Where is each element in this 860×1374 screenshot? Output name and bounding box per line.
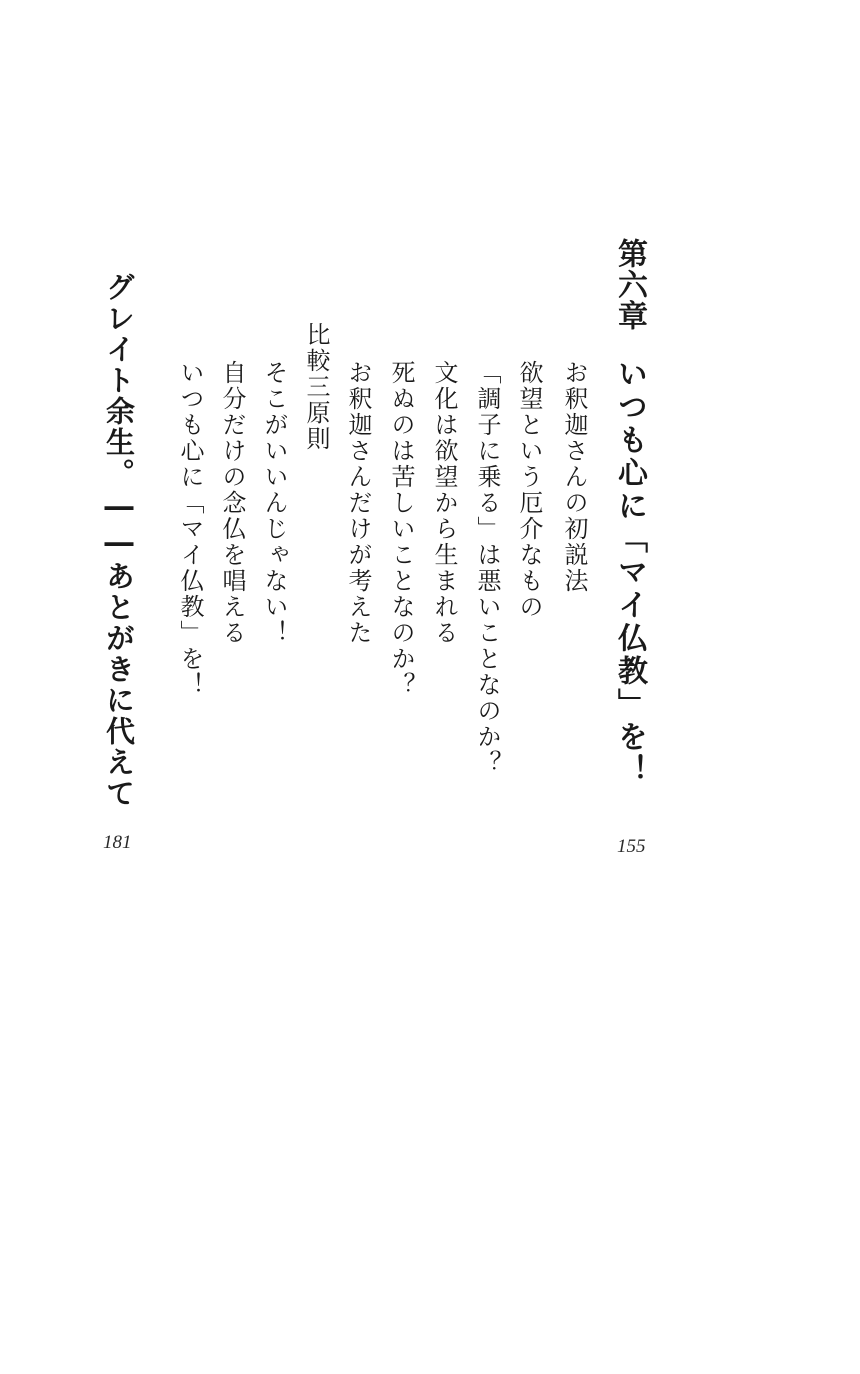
section-title: お釈迦さんだけが考えた xyxy=(344,360,372,646)
section-title: いつも心に「マイ仏教」を！ xyxy=(176,360,204,698)
section-title: お釈迦さんの初説法 xyxy=(560,360,588,594)
section-title: 「調子に乗る」は悪いことなのか？ xyxy=(473,360,501,776)
chapter-page-number: 155 xyxy=(617,836,646,857)
section-title: 自分だけの念仏を唱える xyxy=(218,360,246,646)
section-title: 死ぬのは苦しいことなのか？ xyxy=(387,360,415,698)
section-title: 比較三原則 xyxy=(302,322,330,452)
afterword-page-number: 181 xyxy=(103,832,132,853)
chapter-label: 第六章 xyxy=(612,238,647,331)
chapter-title: いつも心に「マイ仏教」を！ xyxy=(612,358,647,787)
section-title: 欲望という厄介なもの xyxy=(515,360,543,620)
section-title: 文化は欲望から生まれる xyxy=(430,360,458,646)
afterword-title: グレイト余生。――あとがきに代えて xyxy=(102,272,136,809)
section-title: そこがいいんじゃない！ xyxy=(260,360,288,646)
